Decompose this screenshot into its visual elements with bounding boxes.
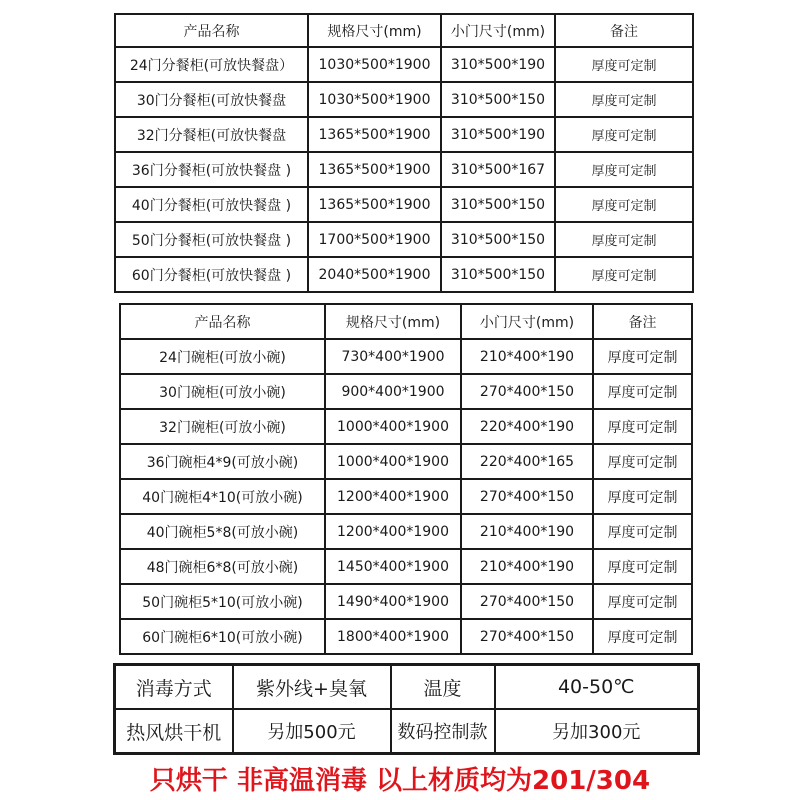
table-row [115, 709, 699, 754]
spec-size-cell: 1450*400*1900 [325, 549, 461, 584]
product-name-cell: 40门碗柜4*10(可放小碗) [120, 479, 325, 514]
note-cell: 厚度可定制 [593, 479, 692, 514]
note-cell: 厚度可定制 [555, 47, 693, 82]
table-row [120, 339, 692, 374]
hot-air-dryer-price: 另加500元 [233, 709, 391, 754]
product-name-cell: 60门碗柜6*10(可放小碗) [120, 619, 325, 654]
temperature-value: 40-50℃ [495, 665, 699, 710]
header-product-name: 产品名称 [120, 304, 325, 339]
table-row [115, 257, 693, 292]
note-cell: 厚度可定制 [593, 374, 692, 409]
spec-size-cell: 1000*400*1900 [325, 444, 461, 479]
product-name-cell: 24门分餐柜(可放快餐盘） [115, 47, 308, 82]
door-size-cell: 310*500*150 [441, 257, 555, 292]
table-row [115, 47, 693, 82]
product-name-cell: 40门碗柜5*8(可放小碗) [120, 514, 325, 549]
product-name-cell: 50门分餐柜(可放快餐盘 ) [115, 222, 308, 257]
note-cell: 厚度可定制 [593, 549, 692, 584]
spec-size-cell: 1700*500*1900 [308, 222, 441, 257]
table-row [120, 584, 692, 619]
table-row [120, 444, 692, 479]
door-size-cell: 220*400*165 [461, 444, 593, 479]
spec-size-cell: 1365*500*1900 [308, 152, 441, 187]
table-row [115, 82, 693, 117]
temperature-label: 温度 [391, 665, 495, 710]
door-size-cell: 270*400*150 [461, 619, 593, 654]
note-cell: 厚度可定制 [593, 339, 692, 374]
table-row [120, 409, 692, 444]
door-size-cell: 310*500*150 [441, 82, 555, 117]
door-size-cell: 210*400*190 [461, 514, 593, 549]
spec-size-cell: 1800*400*1900 [325, 619, 461, 654]
spec-size-cell: 1365*500*1900 [308, 187, 441, 222]
note-cell: 厚度可定制 [555, 222, 693, 257]
note-cell: 厚度可定制 [555, 117, 693, 152]
spec-size-cell: 1490*400*1900 [325, 584, 461, 619]
door-size-cell: 270*400*150 [461, 479, 593, 514]
spec-size-cell: 1365*500*1900 [308, 117, 441, 152]
header-spec-size: 规格尺寸(mm) [325, 304, 461, 339]
product-name-cell: 60门分餐柜(可放快餐盘 ) [115, 257, 308, 292]
table-row [115, 222, 693, 257]
spec-size-cell: 1030*500*1900 [308, 47, 441, 82]
product-name-cell: 32门分餐柜(可放快餐盘 [115, 117, 308, 152]
spec-size-cell: 900*400*1900 [325, 374, 461, 409]
spec-size-cell: 730*400*1900 [325, 339, 461, 374]
product-name-cell: 30门分餐柜(可放快餐盘 [115, 82, 308, 117]
note-cell: 厚度可定制 [555, 187, 693, 222]
table-row [115, 152, 693, 187]
spec-size-cell: 1000*400*1900 [325, 409, 461, 444]
door-size-cell: 210*400*190 [461, 549, 593, 584]
header-note: 备注 [555, 14, 693, 47]
table-header-row [120, 304, 692, 339]
note-cell: 厚度可定制 [555, 152, 693, 187]
spec-size-cell: 1200*400*1900 [325, 479, 461, 514]
door-size-cell: 310*500*190 [441, 47, 555, 82]
header-product-name: 产品名称 [115, 14, 308, 47]
table-header-row [115, 14, 693, 47]
disinfection-method-label: 消毒方式 [115, 665, 233, 710]
note-cell: 厚度可定制 [593, 409, 692, 444]
table-row [115, 117, 693, 152]
door-size-cell: 270*400*150 [461, 374, 593, 409]
digital-control-label: 数码控制款 [391, 709, 495, 754]
note-cell: 厚度可定制 [593, 514, 692, 549]
material-notice: 只烘干 非高温消毒 以上材质均为201/304 [149, 766, 651, 796]
door-size-cell: 270*400*150 [461, 584, 593, 619]
spec-size-cell: 1030*500*1900 [308, 82, 441, 117]
note-cell: 厚度可定制 [555, 82, 693, 117]
header-door-size: 小门尺寸(mm) [461, 304, 593, 339]
header-door-size: 小门尺寸(mm) [441, 14, 555, 47]
product-name-cell: 40门分餐柜(可放快餐盘 ) [115, 187, 308, 222]
header-note: 备注 [593, 304, 692, 339]
note-cell: 厚度可定制 [593, 444, 692, 479]
table-row [115, 187, 693, 222]
options-table [113, 663, 700, 755]
product-name-cell: 36门分餐柜(可放快餐盘 ) [115, 152, 308, 187]
door-size-cell: 220*400*190 [461, 409, 593, 444]
product-name-cell: 24门碗柜(可放小碗) [120, 339, 325, 374]
door-size-cell: 210*400*190 [461, 339, 593, 374]
door-size-cell: 310*500*150 [441, 187, 555, 222]
table-row [120, 549, 692, 584]
product-name-cell: 36门碗柜4*9(可放小碗) [120, 444, 325, 479]
note-cell: 厚度可定制 [593, 619, 692, 654]
spec-size-cell: 2040*500*1900 [308, 257, 441, 292]
table-row [120, 619, 692, 654]
product-name-cell: 48门碗柜6*8(可放小碗) [120, 549, 325, 584]
door-size-cell: 310*500*190 [441, 117, 555, 152]
note-cell: 厚度可定制 [555, 257, 693, 292]
bowl-cabinet-table [119, 303, 693, 655]
disinfection-method-value: 紫外线+臭氧 [233, 665, 391, 710]
table-row [115, 665, 699, 710]
door-size-cell: 310*500*150 [441, 222, 555, 257]
product-name-cell: 30门碗柜(可放小碗) [120, 374, 325, 409]
serving-cabinet-table [114, 13, 694, 293]
note-cell: 厚度可定制 [593, 584, 692, 619]
table-row [120, 374, 692, 409]
digital-control-price: 另加300元 [495, 709, 699, 754]
product-name-cell: 50门碗柜5*10(可放小碗) [120, 584, 325, 619]
table-row [120, 479, 692, 514]
hot-air-dryer-label: 热风烘干机 [115, 709, 233, 754]
product-name-cell: 32门碗柜(可放小碗) [120, 409, 325, 444]
header-spec-size: 规格尺寸(mm) [308, 14, 441, 47]
table-row [120, 514, 692, 549]
door-size-cell: 310*500*167 [441, 152, 555, 187]
spec-size-cell: 1200*400*1900 [325, 514, 461, 549]
